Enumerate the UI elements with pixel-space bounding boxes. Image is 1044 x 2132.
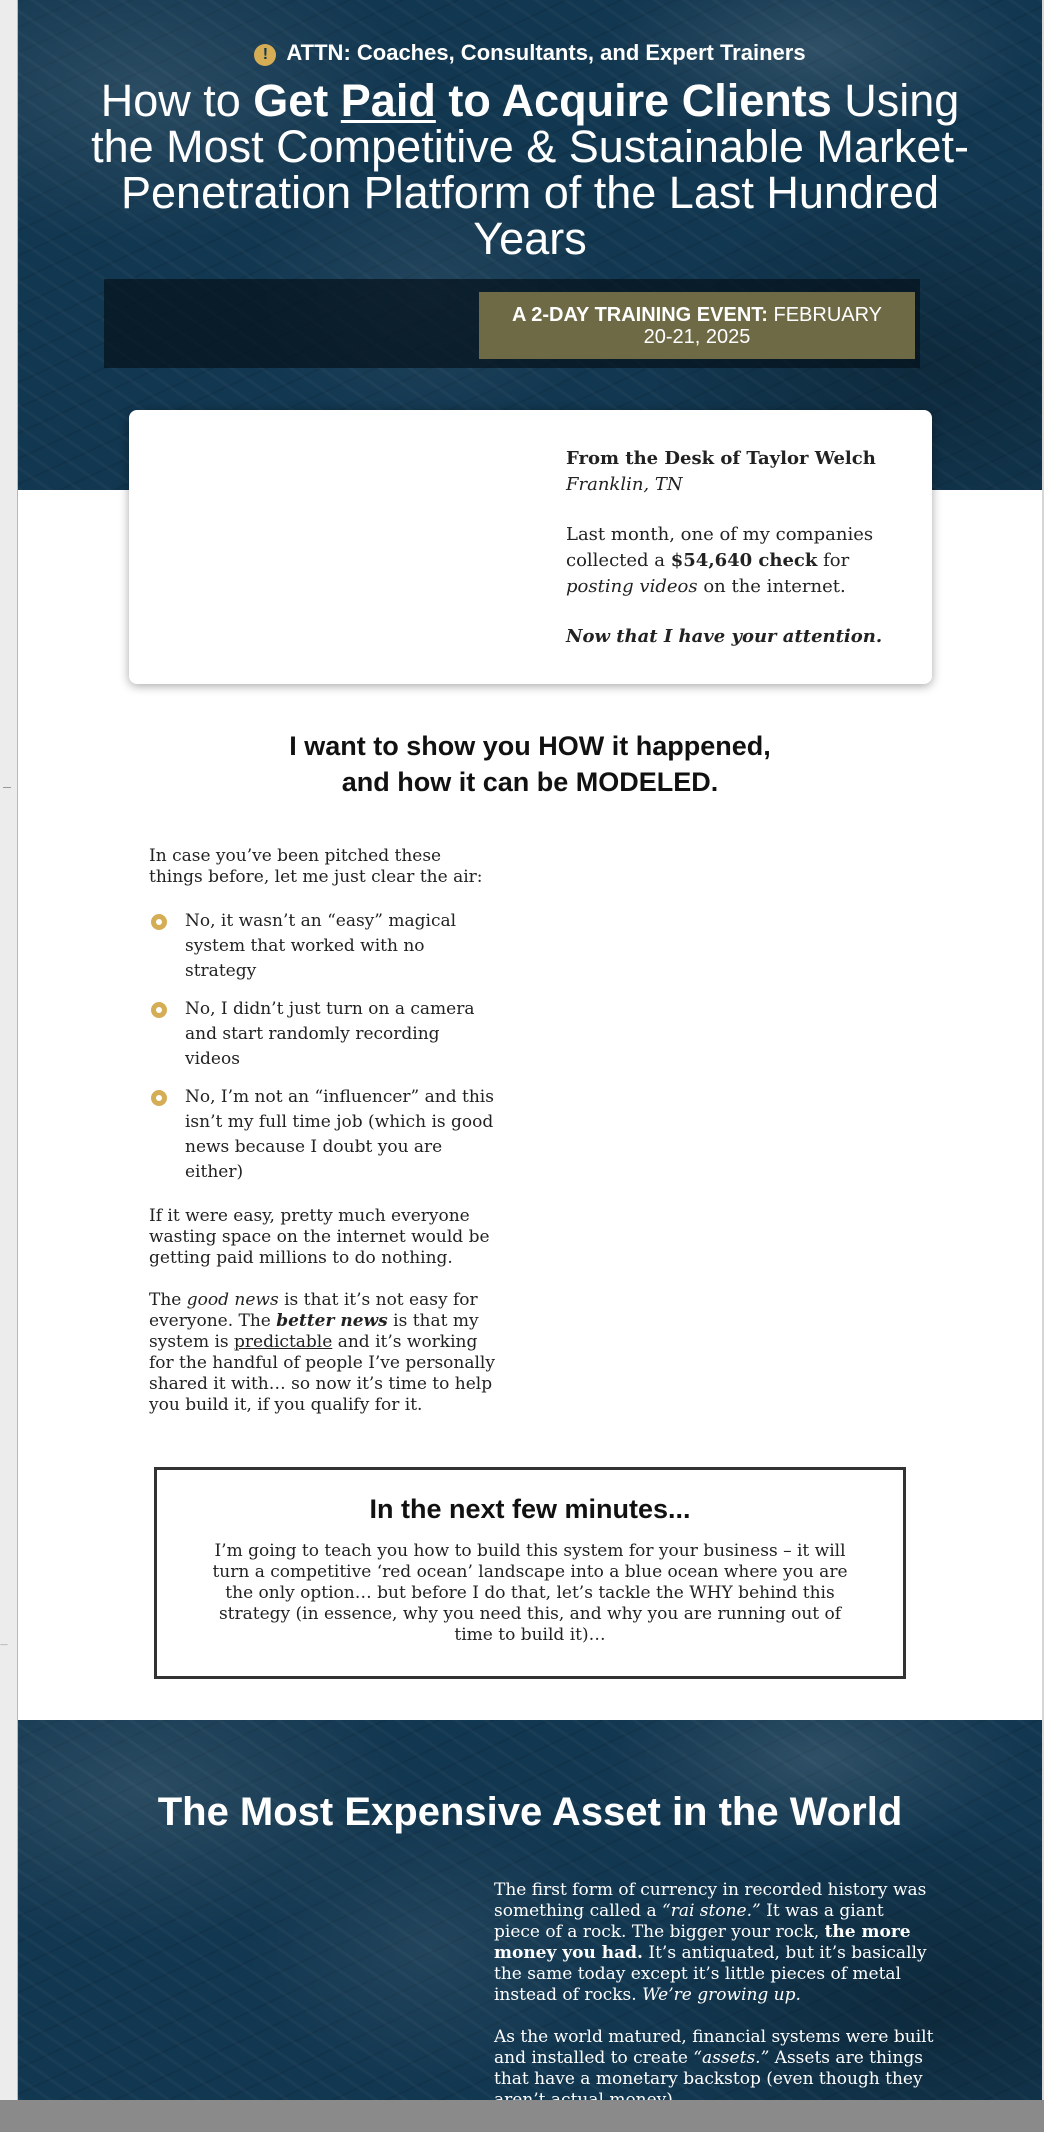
text-run: It was a giant piece of a rock. The bigger your rock, (494, 1901, 884, 1942)
bullet-text: No, it wasn’t an “easy” magical system that worked with no strategy (185, 911, 457, 981)
bullet-text: No, I didn’t just turn on a camera and start randomly recording videos (185, 999, 475, 1069)
bullet-circle-icon (151, 1002, 167, 1018)
text-run: and it’s working for the handful of people I’ve personally shared it with… so now it’s time to help you build it, if you qualify for it. (149, 1332, 495, 1415)
list-item (149, 997, 499, 1072)
headline-emphasis: Get (253, 75, 341, 126)
attention-line: Now that I have your attention. (566, 626, 883, 647)
bullet-list (149, 909, 499, 1185)
event-date-badge (479, 292, 915, 359)
more-money: the more money you had. (494, 1922, 911, 1963)
asset-title: The Most Expensive Asset in the World (157, 1790, 903, 1834)
intro-paragraph: In case you’ve been pitched these things before, let me just clear the air: (149, 846, 483, 887)
list-item (149, 909, 499, 984)
left-scroll-rail (0, 0, 18, 2132)
desk-location: Franklin, TN (566, 474, 683, 495)
bullet-text: No, I’m not an “influencer” and this isn’t my full time job (which is good news because I doubt you are either) (185, 1087, 494, 1182)
desk-from: From the Desk of Taylor Welch (566, 448, 876, 469)
model-heading (200, 728, 860, 800)
desk-card (129, 410, 932, 684)
headline-emphasis: to Acquire Clients (435, 75, 832, 126)
attn-banner (18, 40, 1042, 66)
desk-paragraph-text: on the internet. (697, 576, 846, 597)
predictable: predictable (234, 1332, 333, 1352)
rail-mark: — (0, 1640, 8, 1649)
minutes-title: In the next few minutes... (369, 1494, 691, 1524)
bullet-circle-icon (151, 1090, 167, 1106)
headline-underlined: Paid (340, 75, 436, 126)
heading-line: and how it can be MODELED. (341, 767, 719, 797)
text-run: is that my system is (149, 1311, 479, 1352)
bullet-circle-icon (151, 914, 167, 930)
attn-text: ATTN: Coaches, Consultants, and Expert Trainers (286, 40, 806, 65)
text-run: is that it’s not easy for everyone. The (149, 1290, 478, 1331)
text-run: The first form of currency in recorded history was something called a (494, 1880, 927, 1921)
text-run: Assets are things that have a monetary backstop (even though they (494, 2048, 923, 2089)
asset-section (18, 1720, 1042, 2100)
good-news-paragraph (149, 1290, 499, 1416)
desk-paragraph-text: Last month, one of my companies collected a (566, 524, 874, 571)
rail-tick (3, 787, 11, 788)
good-news: good news (186, 1290, 279, 1310)
rai-stone: “rai stone.” (662, 1901, 761, 1921)
desk-paragraph-text: for (817, 550, 850, 571)
next-minutes-box (154, 1467, 906, 1679)
text-run: It’s antiquated, but it’s basically the same today except it’s little pieces of metal instead of rocks. (494, 1943, 927, 2005)
check-amount: $54,640 check (670, 550, 818, 571)
page-headline (68, 75, 992, 264)
model-body (149, 846, 499, 1437)
heading-line: I want to show you HOW it happened, (289, 731, 771, 761)
easy-paragraph: If it were easy, pretty much everyone wasting space on the internet would be getting paid millions to do nothing. (149, 1206, 490, 1268)
bottom-scrollbar[interactable] (0, 2100, 1044, 2132)
text-run: The (149, 1290, 187, 1310)
event-label: A 2-DAY TRAINING EVENT: (511, 303, 768, 326)
minutes-body: I’m going to teach you how to build this system for your business – it will turn a competitive ‘red ocean’ landscape into a blue ocean where you are the only option… but before I do that, let’s tackle the WHY behind this strategy (in essence, why you need this, and why you are running out of time to build it)… (212, 1541, 848, 1645)
headline-part: Using the Most Competitive & Sustainable Market-Penetration Platform of the Last Hundred Years (91, 75, 969, 264)
asset-text (494, 1880, 934, 2132)
desk-text (566, 446, 906, 674)
assets-term: “assets.” (693, 2048, 770, 2068)
list-item (149, 1085, 499, 1185)
better-news: better news (276, 1311, 388, 1331)
growing-up: We’re growing up. (642, 1985, 801, 2005)
alert-circle-icon: ! (254, 44, 276, 66)
event-date: FEBRUARY 20-21, 2025 (643, 303, 883, 348)
headline-part: How to (100, 75, 254, 126)
text-run: As the world matured, financial systems were built and installed to create (494, 2027, 934, 2068)
desk-paragraph-italic: posting videos (566, 576, 698, 597)
